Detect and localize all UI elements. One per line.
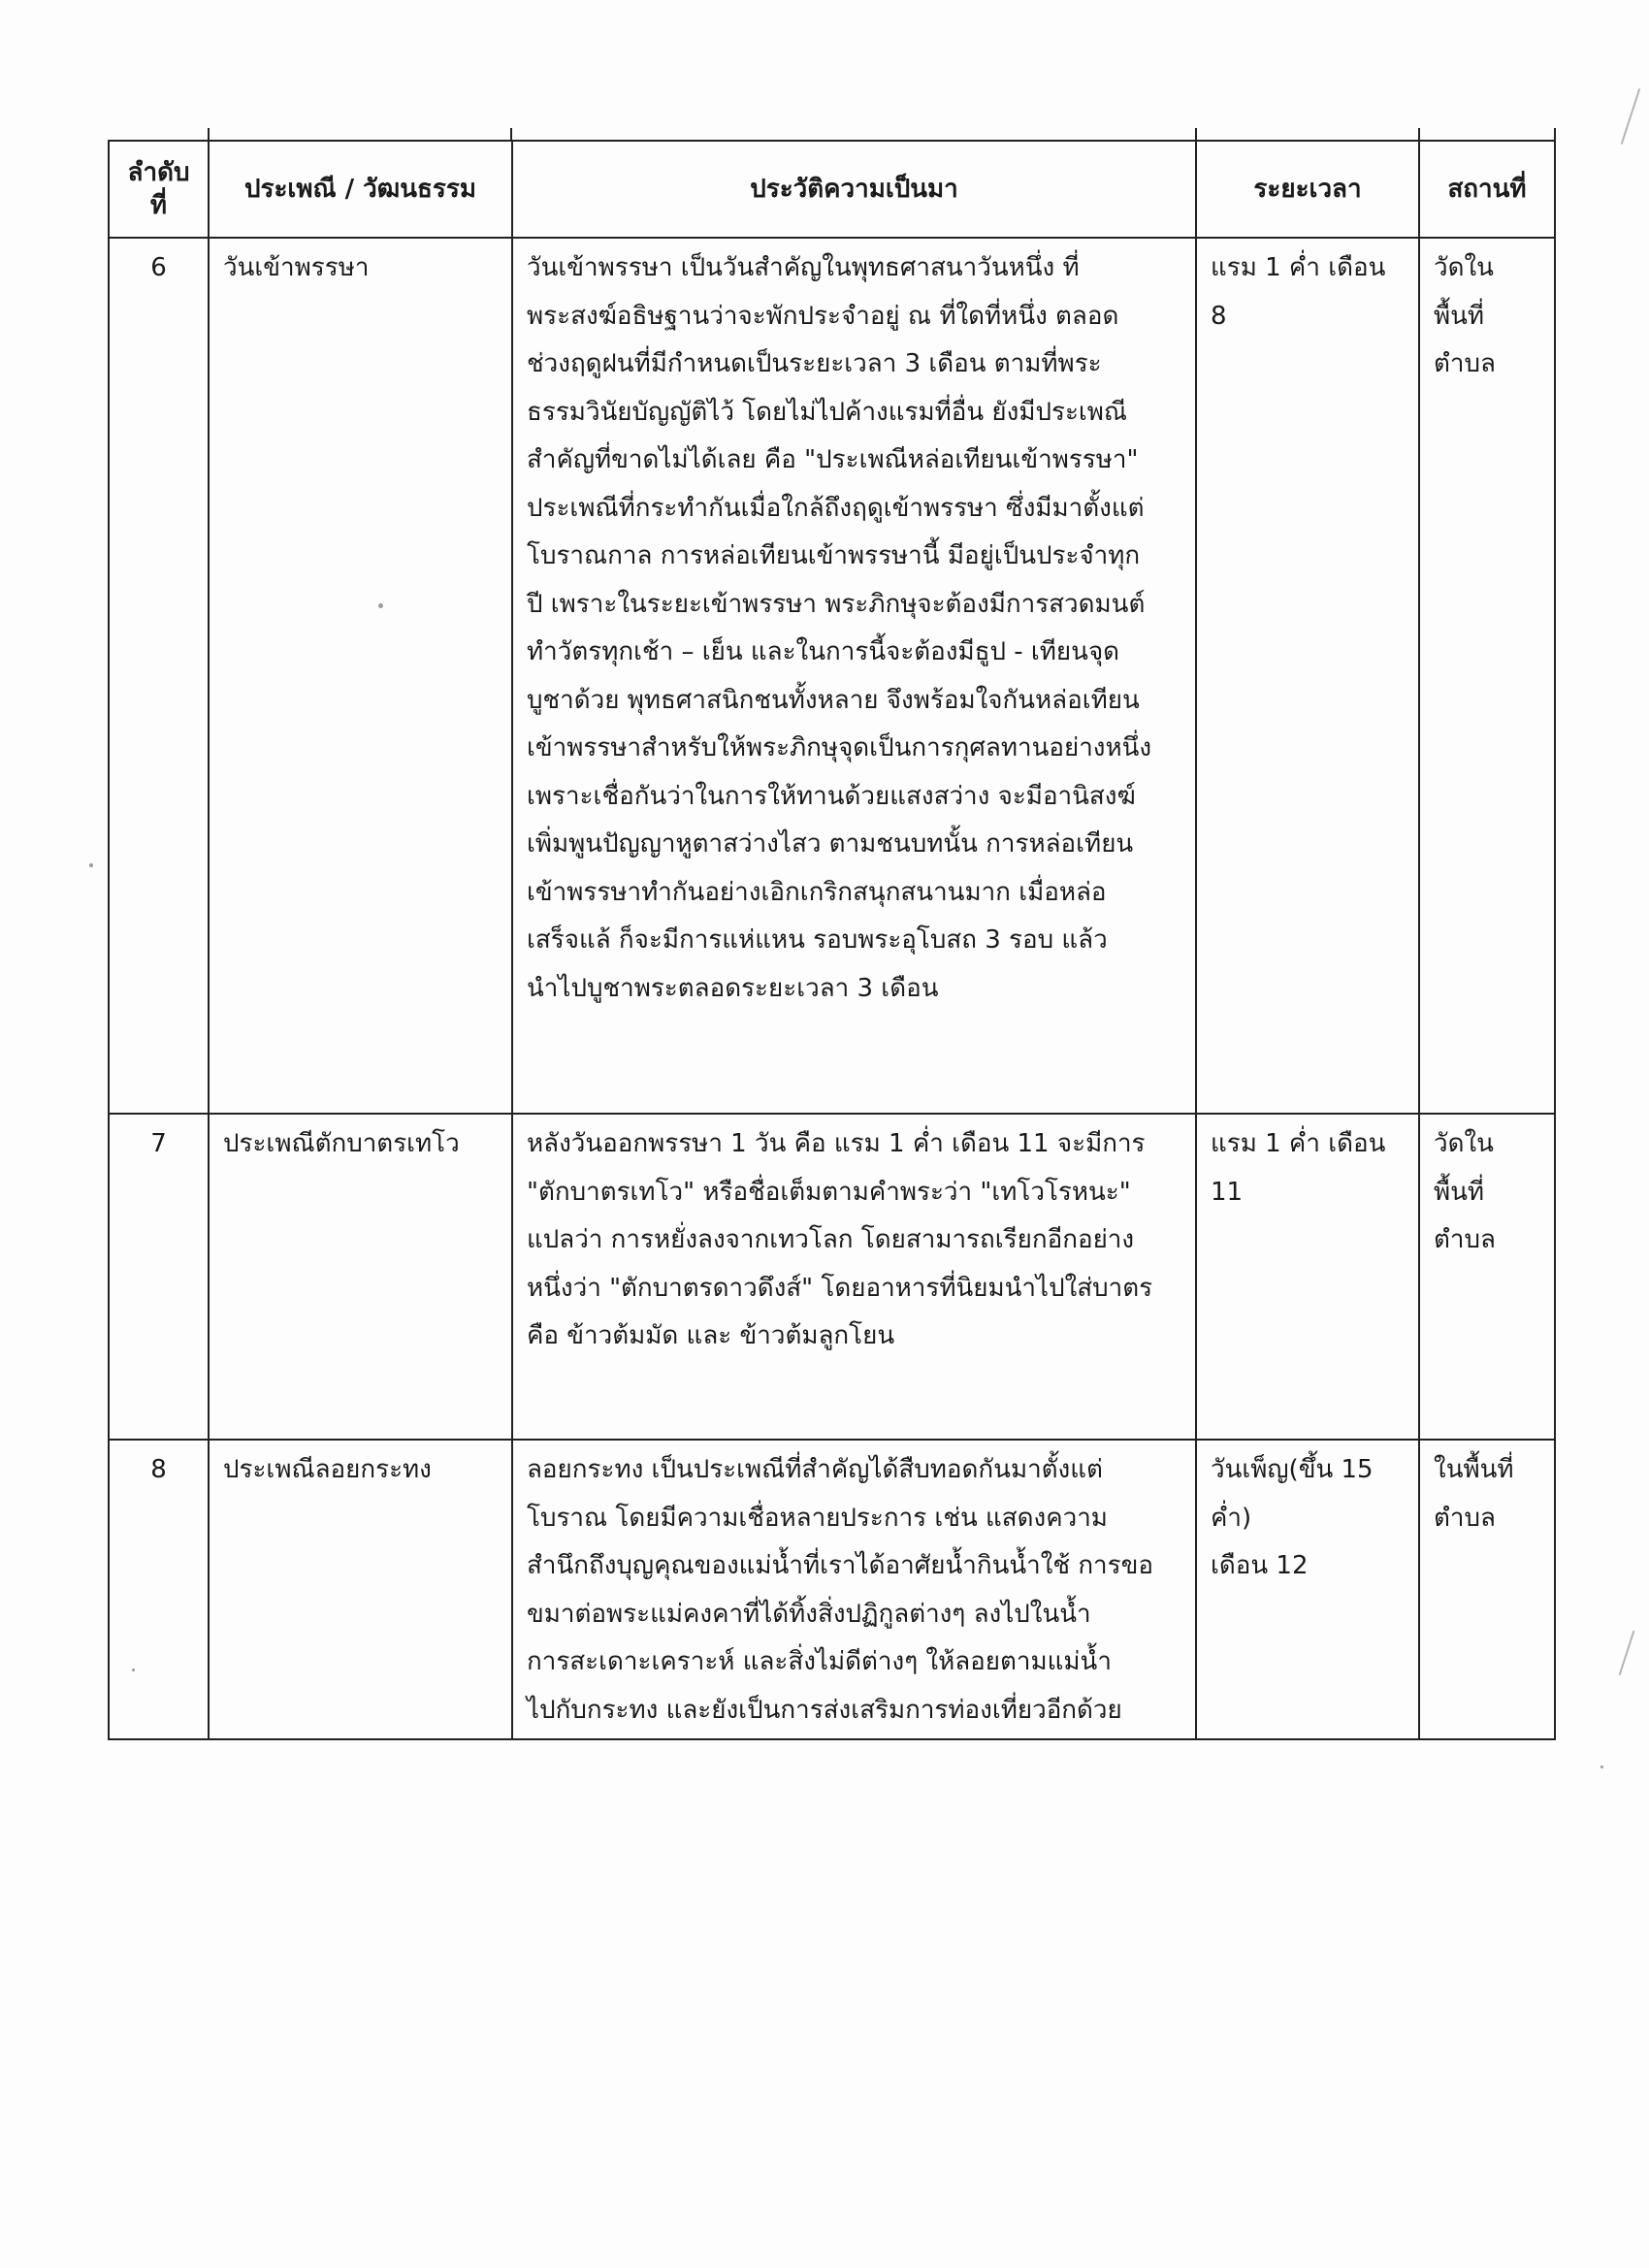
place-line: ในพื้นที่ (1434, 1455, 1514, 1484)
time-line: แรม 1 ค่ำ เดือน (1211, 253, 1386, 282)
place (1419, 238, 1555, 1114)
place-line: วัดใน (1434, 253, 1494, 282)
header-tradition-name: ประเพณี / วัฒนธรรม (209, 141, 512, 238)
time-line: แรม 1 ค่ำ เดือน (1211, 1129, 1386, 1158)
table-header-row (109, 141, 1555, 238)
history-line: สำนึกถึงบุญคุณของแม่น้ำที่เราได้อาศัยน้ำกินน้ำใช้ การขอ (527, 1551, 1154, 1580)
history-line: ช่วงฤดูฝนที่มีกำหนดเป็นระยะเวลา 3 เดือน ตามที่พระ (527, 349, 1102, 378)
history-line: คือ ข้าวต้มมัด และ ข้าวต้มลูกโยน (527, 1321, 895, 1350)
row-number: 7 (109, 1114, 209, 1440)
time-period (1196, 238, 1419, 1114)
history-line: ทำวัตรทุกเช้า – เย็น และในการนี้จะต้องมีธูป - เทียนจุด (527, 637, 1120, 666)
scan-mark (1619, 1631, 1635, 1675)
history-line: ขมาต่อพระแม่คงคาที่ได้ทิ้งสิ่งปฏิกูลต่างๆ ลงไปในน้ำ (527, 1599, 1091, 1629)
history-line: เข้าพรรษาทำกันอย่างเอิกเกริกสนุกสนานมาก เมื่อหล่อ (527, 877, 1107, 907)
history-line: ลอยกระทง เป็นประเพณีที่สำคัญได้สืบทอดกันมาตั้งแต่ (527, 1455, 1103, 1484)
time-line: 11 (1211, 1177, 1244, 1207)
history-line: บูชาด้วย พุทธศาสนิกชนทั้งหลาย จึงพร้อมใจกันหล่อเทียน (527, 685, 1140, 715)
tradition-name: ประเพณีตักบาตรเทโว (209, 1114, 512, 1440)
row-number: 6 (109, 238, 209, 1114)
table-row (109, 238, 1555, 1114)
time-line: เดือน 12 (1211, 1551, 1309, 1580)
scan-speck (132, 1669, 135, 1671)
history-line: ประเพณีที่กระทำกันเมื่อใกล้ถึงฤดูเข้าพรรษา ซึ่งมีมาตั้งแต่ (527, 493, 1145, 523)
history-line: เพิ่มพูนปัญญาหูตาสว่างไสว ตามชนบทนั้น การหล่อเทียน (527, 829, 1134, 859)
place-line: วัดใน (1434, 1129, 1494, 1158)
history-line: การสะเดาะเคราะห์ และสิ่งไม่ดีต่างๆ ให้ลอยตามแม่น้ำ (527, 1647, 1112, 1676)
time-period (1196, 1114, 1419, 1440)
place-line: พื้นที่ (1434, 301, 1485, 331)
header-history: ประวัติความเป็นมา (512, 141, 1196, 238)
history-line: ปี เพราะในระยะเข้าพรรษา พระภิกษุจะต้องมีการสวดมนต์ (527, 589, 1146, 619)
history-line: "ตักบาตรเทโว" หรือชื่อเต็มตามคำพระว่า "เทโวโรหนะ" (527, 1177, 1131, 1207)
history-line: สำคัญที่ขาดไม่ได้เลย คือ "ประเพณีหล่อเทียนเข้าพรรษา" (527, 445, 1139, 474)
row-number: 8 (109, 1440, 209, 1739)
scan-speck (89, 863, 93, 867)
header-order-no: ลำดับ ที่ (109, 141, 209, 238)
place-line: พื้นที่ (1434, 1177, 1485, 1207)
scan-speck (1600, 1766, 1603, 1768)
history-line: เข้าพรรษาสำหรับให้พระภิกษุจุดเป็นการกุศลทานอย่างหนึ่ง (527, 733, 1152, 762)
tradition-name: ประเพณีลอยกระทง (209, 1440, 512, 1739)
history-line: นำไปบูชาพระตลอดระยะเวลา 3 เดือน (527, 973, 939, 1003)
time-line: วันเพ็ญ(ขึ้น 15 (1211, 1455, 1374, 1484)
time-line: 8 (1211, 301, 1227, 331)
scan-mark (1621, 88, 1640, 145)
history-line: ไปกับกระทง และยังเป็นการส่งเสริมการท่องเที่ยวอีกด้วย (527, 1695, 1122, 1725)
table-row (109, 1440, 1555, 1739)
history-line: พระสงฆ์อธิษฐานว่าจะพักประจำอยู่ ณ ที่ใดที่หนึ่ง ตลอด (527, 301, 1119, 331)
place-line: ตำบล (1434, 1503, 1496, 1533)
tradition-name: วันเข้าพรรษา (209, 238, 512, 1114)
history-line: เสร็จแล้ ก็จะมีการแห่แหน รอบพระอุโบสถ 3 รอบ แล้ว (527, 925, 1108, 955)
history-line: หลังวันออกพรรษา 1 วัน คือ แรม 1 ค่ำ เดือน 11 จะมีการ (527, 1129, 1146, 1158)
tradition-history (512, 238, 1196, 1114)
scan-speck (378, 603, 383, 608)
history-line: โบราณ โดยมีความเชื่อหลายประการ เช่น แสดงความ (527, 1503, 1108, 1533)
place-line: ตำบล (1434, 1225, 1496, 1254)
header-time-period: ระยะเวลา (1196, 141, 1419, 238)
history-line: เพราะเชื่อกันว่าในการให้ทานด้วยแสงสว่าง จะมีอานิสงฆ์ (527, 781, 1136, 811)
history-line: แปลว่า การหยั่งลงจากเทวโลก โดยสามารถเรียกอีกอย่าง (527, 1225, 1135, 1254)
history-line: ธรรมวินัยบัญญัติไว้ โดยไม่ไปค้างแรมที่อื่น ยังมีประเพณี (527, 397, 1128, 427)
history-line: โบราณกาล การหล่อเทียนเข้าพรรษานี้ มีอยู่เป็นประจำทุก (527, 541, 1141, 570)
tradition-history (512, 1114, 1196, 1440)
traditions-table (108, 140, 1556, 1740)
place (1419, 1440, 1555, 1739)
header-place: สถานที่ (1419, 141, 1555, 238)
place-line: ตำบล (1434, 349, 1496, 378)
place (1419, 1114, 1555, 1440)
history-line: วันเข้าพรรษา เป็นวันสำคัญในพุทธศาสนาวันหนึ่ง ที่ (527, 253, 1080, 282)
tradition-history (512, 1440, 1196, 1739)
time-line: ค่ำ) (1211, 1503, 1252, 1533)
history-line: หนึ่งว่า "ตักบาตรดาวดึงส์" โดยอาหารที่นิยมนำไปใส่บาตร (527, 1273, 1153, 1303)
table-row (109, 1114, 1555, 1440)
time-period (1196, 1440, 1419, 1739)
